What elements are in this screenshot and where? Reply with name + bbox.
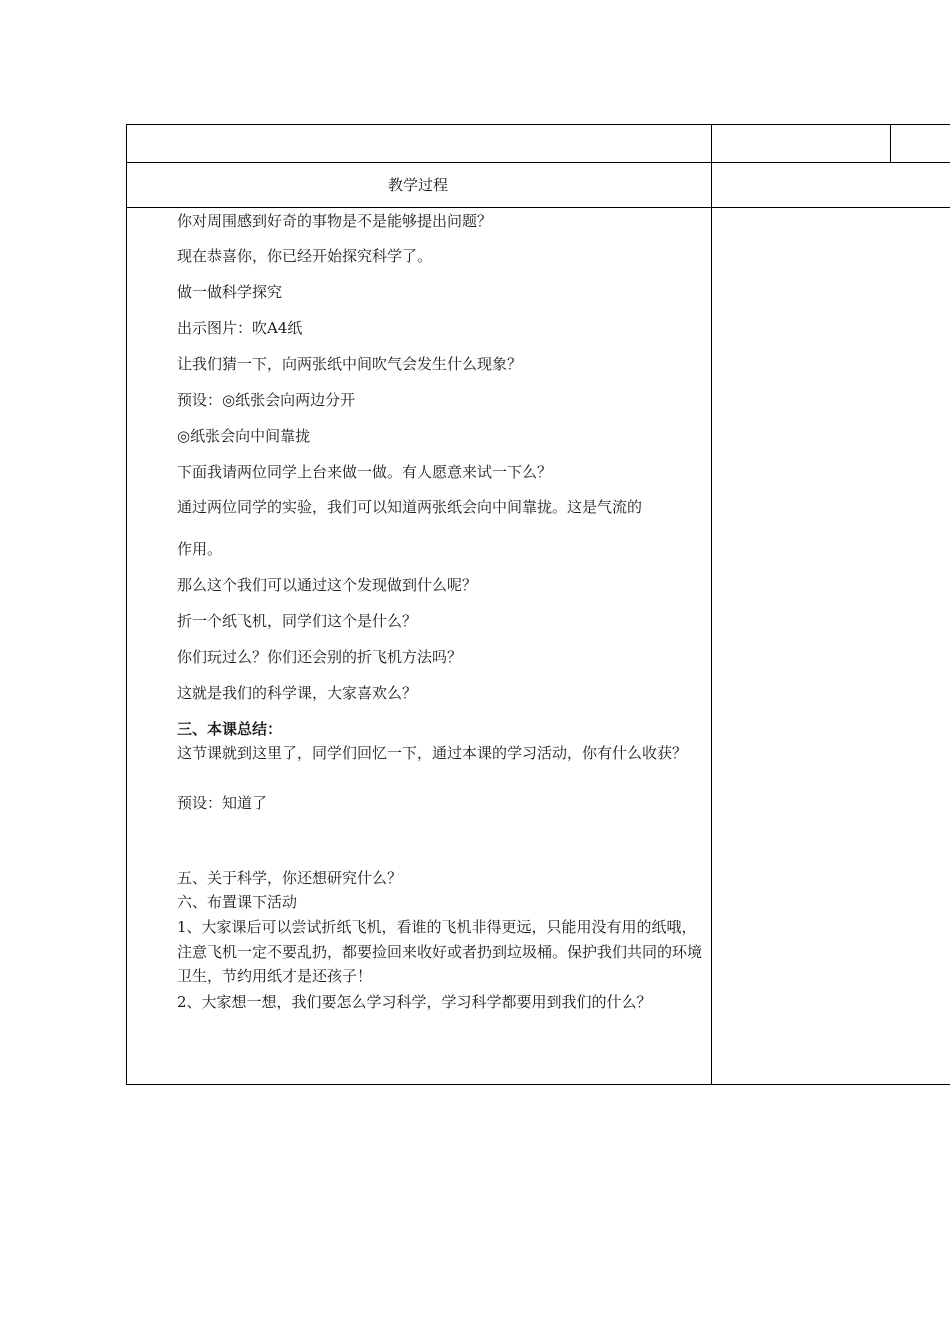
table-left-border bbox=[126, 124, 127, 1085]
activity-2: 2、大家想一想，我们要怎么学习科学，学习科学都要用到我们的什么？ bbox=[177, 993, 652, 1011]
body-line: 这就是我们的科学课，大家喜欢么？ bbox=[177, 684, 418, 702]
activity-1: 1、大家课后可以尝试折纸飞机，看谁的飞机非得更远，只能用没有用的纸哦，注意飞机一定不要乱扔，都要捡回来收好或者扔到垃圾桶。保护我们共同的环境卫生，节约用纸才是还孩子！ bbox=[177, 918, 703, 985]
body-line: ◎纸张会向中间靠拢 bbox=[177, 427, 311, 445]
body-line: 出示图片：吹A4纸 bbox=[177, 319, 303, 337]
body-line: 折一个纸飞机，同学们这个是什么？ bbox=[177, 612, 418, 630]
table-bottom-border bbox=[126, 1084, 950, 1085]
body-line: 你对周围感到好奇的事物是不是能够提出问题？ bbox=[177, 212, 493, 230]
body-line: 作用。 bbox=[177, 540, 223, 558]
table-row-divider-2 bbox=[126, 207, 950, 208]
section-six: 六、布置课下活动 bbox=[177, 893, 298, 911]
table-column-divider bbox=[711, 124, 712, 1085]
section-five: 五、关于科学，你还想研究什么？ bbox=[177, 869, 403, 887]
teaching-process-header: 教学过程 bbox=[388, 176, 449, 194]
body-line: 你们玩过么？你们还会别的折飞机方法吗？ bbox=[177, 648, 463, 666]
table-top-border bbox=[126, 124, 950, 125]
body-line: 下面我请两位同学上台来做一做。有人愿意来试一下么？ bbox=[177, 463, 553, 481]
body-line: 做一做科学探究 bbox=[177, 283, 283, 301]
table-header-subdivider bbox=[890, 124, 891, 162]
body-line: 那么这个我们可以通过这个发现做到什么呢？ bbox=[177, 576, 478, 594]
summary-heading: 三、本课总结： bbox=[177, 720, 283, 738]
table-row-divider-1 bbox=[126, 162, 950, 163]
body-line: 预设：◎纸张会向两边分开 bbox=[177, 391, 356, 409]
body-line: 现在恭喜你，你已经开始探究科学了。 bbox=[177, 247, 433, 265]
summary-preset: 预设：知道了 bbox=[177, 794, 268, 812]
body-line: 通过两位同学的实验，我们可以知道两张纸会向中间靠拢。这是气流的 bbox=[177, 498, 643, 516]
body-line: 让我们猜一下，向两张纸中间吹气会发生什么现象？ bbox=[177, 355, 523, 373]
summary-text: 这节课就到这里了，同学们回忆一下，通过本课的学习活动，你有什么收获？ bbox=[177, 744, 688, 762]
